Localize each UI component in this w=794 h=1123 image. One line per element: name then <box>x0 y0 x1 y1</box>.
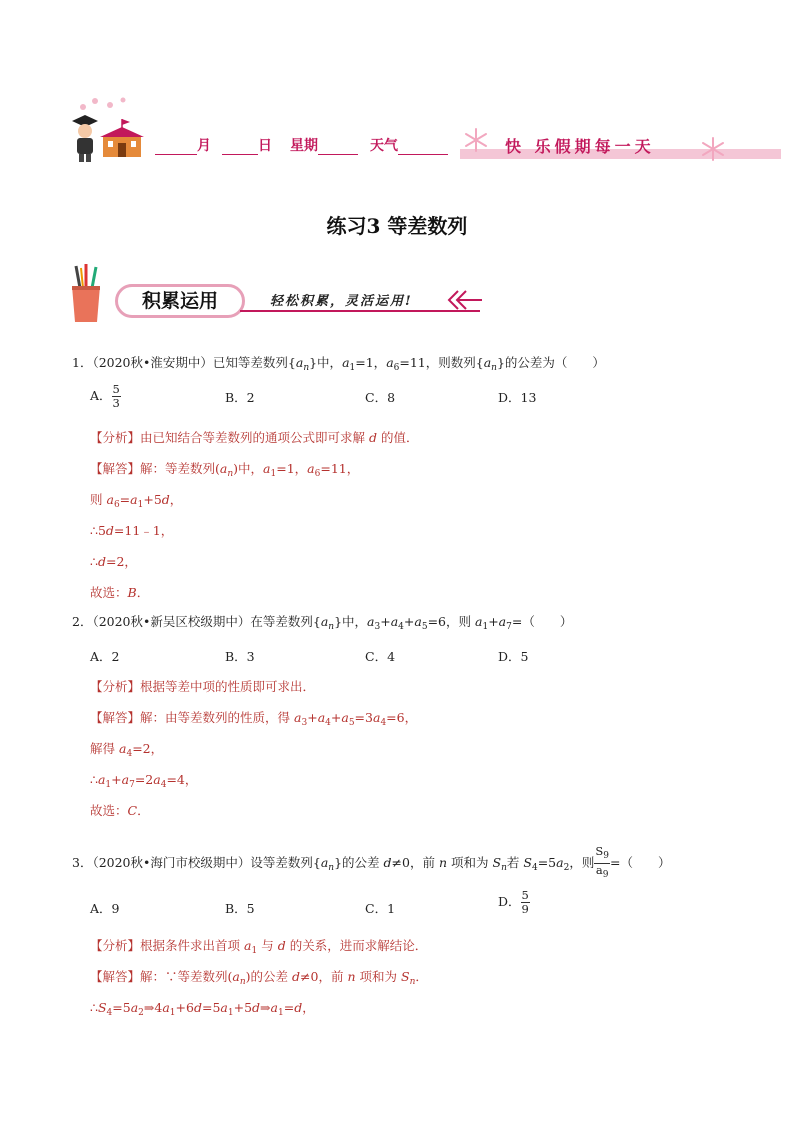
question-2-solution-line-1: 【解答】解：由等差数列的性质，得 $a_3+a_4+a_5=3a_4=6$， <box>90 710 418 728</box>
month-label: 月 <box>197 138 211 154</box>
header-slogan: 快 乐假期每一天 <box>505 137 655 156</box>
question-1-option-a[interactable]: A． $\frac{5}{3}$ <box>90 382 120 410</box>
question-1-solution-line-2: 则 $a_6=a_1+5d$， <box>90 492 183 510</box>
question-2-option-b[interactable]: B．3 <box>225 649 255 664</box>
question-3-option-b[interactable]: B．5 <box>225 901 255 916</box>
question-3-stem: 3．（2020秋•海门市校级期中）设等差数列$\{a_n\}$的公差 d≠0，前 n 项和为 $S_n$若 $S_4=5a_2$，则 $\frac{S_9}{a_9}$ =（ ） <box>72 844 671 880</box>
weekday-blank[interactable] <box>318 140 358 155</box>
question-3-analysis: 【分析】根据条件求出首项 $a_1$ 与 d 的关系，进而求解结论． <box>90 938 428 956</box>
question-3-option-d[interactable]: D． $\frac{5}{9}$ <box>498 888 529 916</box>
snowflake-icon <box>700 136 726 162</box>
question-3-option-a[interactable]: A．9 <box>90 901 120 916</box>
banner-underline <box>240 310 480 312</box>
question-1-option-b[interactable]: B．2 <box>225 390 255 405</box>
question-3-solution-line-1: 【解答】解：∵等差数列$(a_n)$的公差 d≠0，前 n 项和为 $S_n$． <box>90 969 428 987</box>
question-1-solution-line-1: 【解答】解：等差数列$(a_n)$中，$a_1=1$，$a_6=11$， <box>90 461 360 479</box>
question-1-source: （2020秋•淮安期中） <box>92 355 213 370</box>
section-banner-label: 积累运用 <box>115 284 245 318</box>
weekday-label: 星期 <box>290 138 318 154</box>
question-2-answer: 故选：C． <box>90 803 150 818</box>
question-1-stem: 1．（2020秋•淮安期中）已知等差数列$\{a_n\}$中，$a_1=1$，$a_6=11$，则数列$\{a_n\}$的公差为（ ） <box>72 355 605 373</box>
month-blank[interactable] <box>155 140 197 155</box>
question-2-option-a[interactable]: A．2 <box>90 649 120 664</box>
pencil-cup-icon <box>66 262 106 324</box>
section-banner-subtitle: 轻松积累，灵活运用! <box>270 294 413 309</box>
question-2-option-d[interactable]: D．5 <box>498 649 529 664</box>
weather-label: 天气 <box>370 138 398 154</box>
fraction-s9-over-a9: $\frac{S_9}{a_9}$ <box>595 844 609 880</box>
question-1-option-d[interactable]: D．13 <box>498 390 537 405</box>
question-2-solution-line-3: $\therefore a_1+a_7=2a_4=4$， <box>90 772 198 790</box>
double-arrow-left-icon <box>446 289 484 313</box>
question-1-solution-line-3: ∴5d=11﹣1， <box>90 523 174 538</box>
question-2-source: （2020秋•新吴区校级期中） <box>92 614 251 629</box>
question-3-solution-line-2: $\therefore S_4=5a_2\Rightarrow 4a_1+6d=5a_1+5d\Rightarrow a_1=d$， <box>90 1000 315 1018</box>
question-2-stem: 2．（2020秋•新吴区校级期中）在等差数列$\{a_n\}$中，$a_3+a_4+a_5=6$，则 $a_1+a_7=$（ ） <box>72 614 573 632</box>
weather-blank[interactable] <box>398 140 448 155</box>
question-1-solution-line-4: ∴d=2， <box>90 554 137 569</box>
question-1-analysis: 【分析】由已知结合等差数列的通项公式即可求解 d 的值． <box>90 430 419 445</box>
question-2-analysis: 【分析】根据等差中项的性质即可求出． <box>90 679 316 694</box>
fraction-five-thirds: $\frac{5}{3}$ <box>112 382 120 410</box>
day-blank[interactable] <box>222 140 258 155</box>
question-2-solution-line-2: 解得 $a_4=2$， <box>90 741 164 759</box>
question-1-option-c[interactable]: C．8 <box>365 390 396 405</box>
question-3-option-c[interactable]: C．1 <box>365 901 396 916</box>
page-title: 练习3 等差数列 <box>326 214 468 238</box>
question-3-source: （2020秋•海门市校级期中） <box>92 855 251 870</box>
snowflake-icon <box>463 127 489 153</box>
question-2-option-c[interactable]: C．4 <box>365 649 396 664</box>
fraction-five-ninths: $\frac{5}{9}$ <box>521 888 529 916</box>
day-label: 日 <box>258 138 272 154</box>
question-1-answer: 故选：B． <box>90 585 150 600</box>
